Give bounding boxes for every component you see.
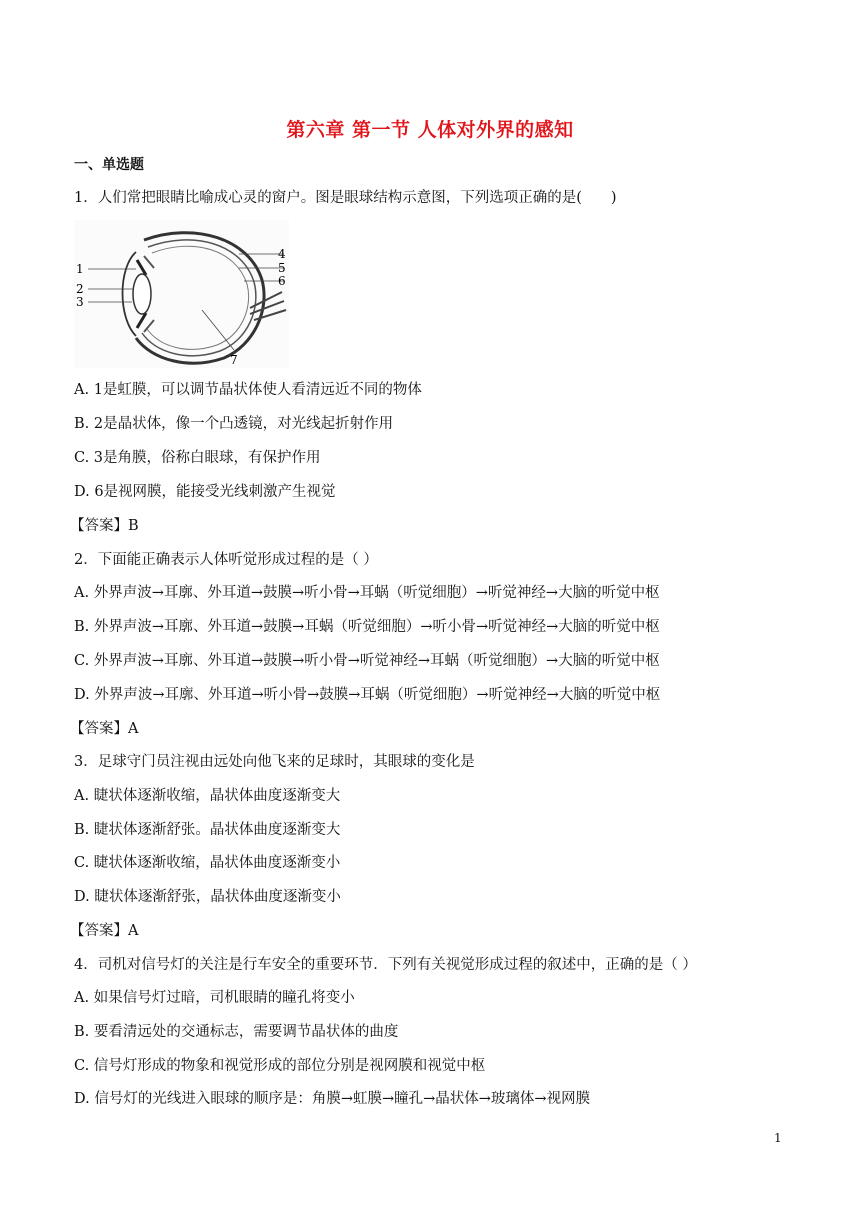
question-2-option-d: D. 外界声波→耳廓、外耳道→听小骨→鼓膜→耳蜗（听觉细胞）→听觉神经→大脑的听觉中枢 [74,687,661,703]
section-heading: 一、单选题 [74,157,144,173]
question-1-option-d: D. 6是视网膜，能接受光线刺激产生视觉 [74,484,336,500]
figure-label-6: 6 [278,274,286,288]
question-3-option-a: A. 睫状体逐渐收缩，晶状体曲度逐渐变大 [74,788,341,804]
figure-label-3: 3 [76,295,84,309]
question-2-answer: 【答案】A [70,721,139,737]
question-2-option-c: C. 外界声波→耳廓、外耳道→鼓膜→听小骨→听觉神经→耳蜗（听觉细胞）→大脑的听觉中枢 [74,653,660,669]
page-number: 1 [774,1131,782,1145]
question-1-stem: 1．人们常把眼睛比喻成心灵的窗户。图是眼球结构示意图，下列选项正确的是( ) [74,190,617,206]
question-4-option-a: A. 如果信号灯过暗，司机眼睛的瞳孔将变小 [74,990,355,1006]
question-3-answer: 【答案】A [70,923,139,939]
question-3-option-d: D. 睫状体逐渐舒张，晶状体曲度逐渐变小 [74,889,341,905]
page-title: 第六章 第一节 人体对外界的感知 [286,119,574,141]
eyeball-structure-diagram [74,220,289,368]
question-3-option-c: C. 睫状体逐渐收缩，晶状体曲度逐渐变小 [74,855,341,871]
question-1-option-b: B. 2是晶状体，像一个凸透镜，对光线起折射作用 [74,416,394,432]
figure-label-5: 5 [278,261,286,275]
question-4-option-b: B. 要看清远处的交通标志，需要调节晶状体的曲度 [74,1024,399,1040]
question-1-answer: 【答案】B [70,518,139,534]
figure-label-1: 1 [76,262,84,276]
figure-label-7: 7 [230,353,238,367]
question-1-option-c: C. 3是角膜，俗称白眼球，有保护作用 [74,450,321,466]
question-4-option-d: D. 信号灯的光线进入眼球的顺序是：角膜→虹膜→瞳孔→晶状体→玻璃体→视网膜 [74,1091,591,1107]
question-1-option-a: A. 1是虹膜，可以调节晶状体使人看清远近不同的物体 [74,382,422,398]
figure-label-2: 2 [76,282,84,296]
question-3-option-b: B. 睫状体逐渐舒张。晶状体曲度逐渐变大 [74,822,341,838]
question-2-option-b: B. 外界声波→耳廓、外耳道→鼓膜→耳蜗（听觉细胞）→听小骨→听觉神经→大脑的听觉中枢 [74,619,660,635]
question-2-option-a: A. 外界声波→耳廓、外耳道→鼓膜→听小骨→耳蜗（听觉细胞）→听觉神经→大脑的听觉中枢 [74,585,660,601]
figure-label-4: 4 [278,247,286,261]
question-2-stem: 2．下面能正确表示人体听觉形成过程的是（ ） [74,552,378,568]
question-4-stem: 4．司机对信号灯的关注是行车安全的重要环节．下列有关视觉形成过程的叙述中，正确的是（ ） [74,957,697,973]
question-3-stem: 3．足球守门员注视由远处向他飞来的足球时，其眼球的变化是 [74,754,475,770]
question-4-option-c: C. 信号灯形成的物象和视觉形成的部位分别是视网膜和视觉中枢 [74,1058,486,1074]
